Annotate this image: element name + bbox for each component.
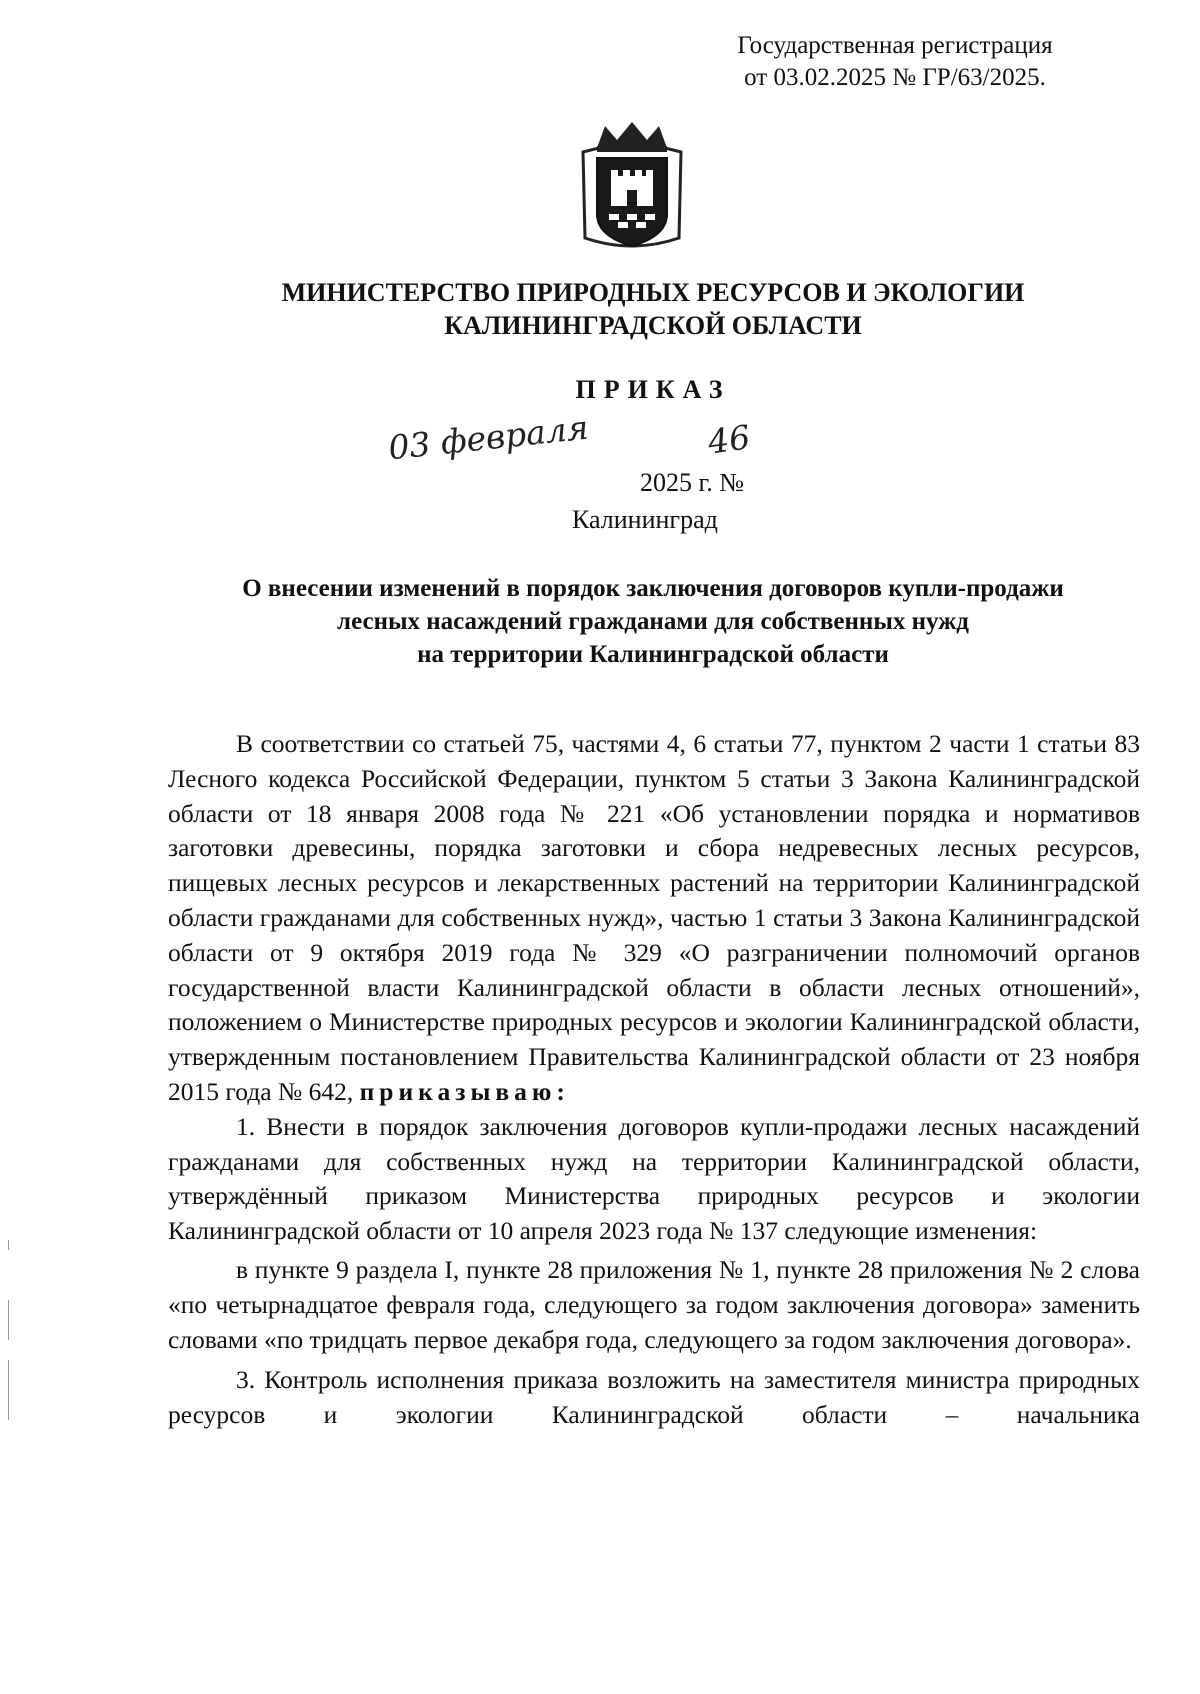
preamble-paragraph bbox=[168, 727, 1140, 1110]
document-type-title: ПРИКАЗ bbox=[575, 375, 731, 404]
scan-edge-mark bbox=[8, 1240, 9, 1250]
scan-edge-mark bbox=[8, 1360, 9, 1420]
item-1-paragraph: 1. Внести в порядок заключения договоров купли-продажи лесных насаждений гражданами для собственных нужд на территории Калининградской области, утверждённый приказом Министерства природных ресурсов и экологии Калининградской области от 10 апреля 2023 года № 137 следующие изменения: bbox=[168, 1111, 1140, 1246]
ministry-name-line-2: КАЛИНИНГРАДСКОЙ ОБЛАСТИ bbox=[444, 311, 862, 340]
city-name: Калининград bbox=[572, 505, 718, 534]
order-word: приказываю: bbox=[359, 1076, 570, 1106]
coat-of-arms-icon bbox=[575, 118, 690, 258]
item-3-paragraph: 3. Контроль исполнения приказа возложить на заместителя министра природных ресурсов и экологии Калининградской области – начальника bbox=[168, 1365, 1140, 1430]
ministry-name bbox=[120, 276, 1186, 342]
subject-line-1: О внесении изменений в порядок заключения договоров купли-продажи bbox=[242, 575, 1064, 602]
ministry-name-line-1: МИНИСТЕРСТВО ПРИРОДНЫХ РЕСУРСОВ И ЭКОЛОГИИ bbox=[281, 278, 1025, 307]
subject-line-2: лесных насаждений гражданами для собственных нужд bbox=[337, 608, 969, 635]
registration-line-2: от 03.02.2025 № ГР/63/2025. bbox=[744, 64, 1046, 91]
order-subject bbox=[120, 572, 1186, 671]
handwritten-date: 03 февраля bbox=[386, 407, 591, 468]
state-registration-stamp bbox=[700, 30, 1090, 94]
handwritten-order-number: 46 bbox=[705, 417, 753, 462]
registration-line-1: Государственная регистрация bbox=[737, 32, 1053, 59]
date-year-number: 2025 г. № bbox=[640, 468, 745, 497]
scan-edge-mark bbox=[8, 1300, 9, 1340]
subject-line-3: на территории Калининградской области bbox=[417, 641, 889, 668]
preamble-text: В соответствии со статьей 75, частями 4, 6 статьи 77, пунктом 2 части 1 статьи 83 Лесного кодекса Российской Федерации, пунктом 5 статьи 3 Закона Калининградской области от 18 января 2008 года № 221 «Об установлении порядка и нормативов заготовки древесины, порядка заготовки и сбора недревесных лесных ресурсов, пищевых лесных ресурсов и лекарственных растений на территории Калининградской области гражданами для собственных нужд», частью 1 статьи 3 Закона Калининградской области от 9 октября 2019 года № 329 «О разграничении полномочий органов государственной власти Калининградской области в области лесных отношений», положением о Министерстве природных ресурсов и экологии Калининградской области, утвержденным постановлением Правительства Калининградской области от 23 ноября 2015 года № 642, bbox=[168, 729, 1140, 1106]
item-1-change-paragraph: в пункте 9 раздела I, пункте 28 приложения № 1, пункте 28 приложения № 2 слова «по четырнадцатое февраля года, следующего за годом заключения договора» заменить словами «по тридцать первое декабря года, следующего за годом заключения договора». bbox=[168, 1254, 1140, 1354]
order-body bbox=[168, 727, 1140, 1433]
